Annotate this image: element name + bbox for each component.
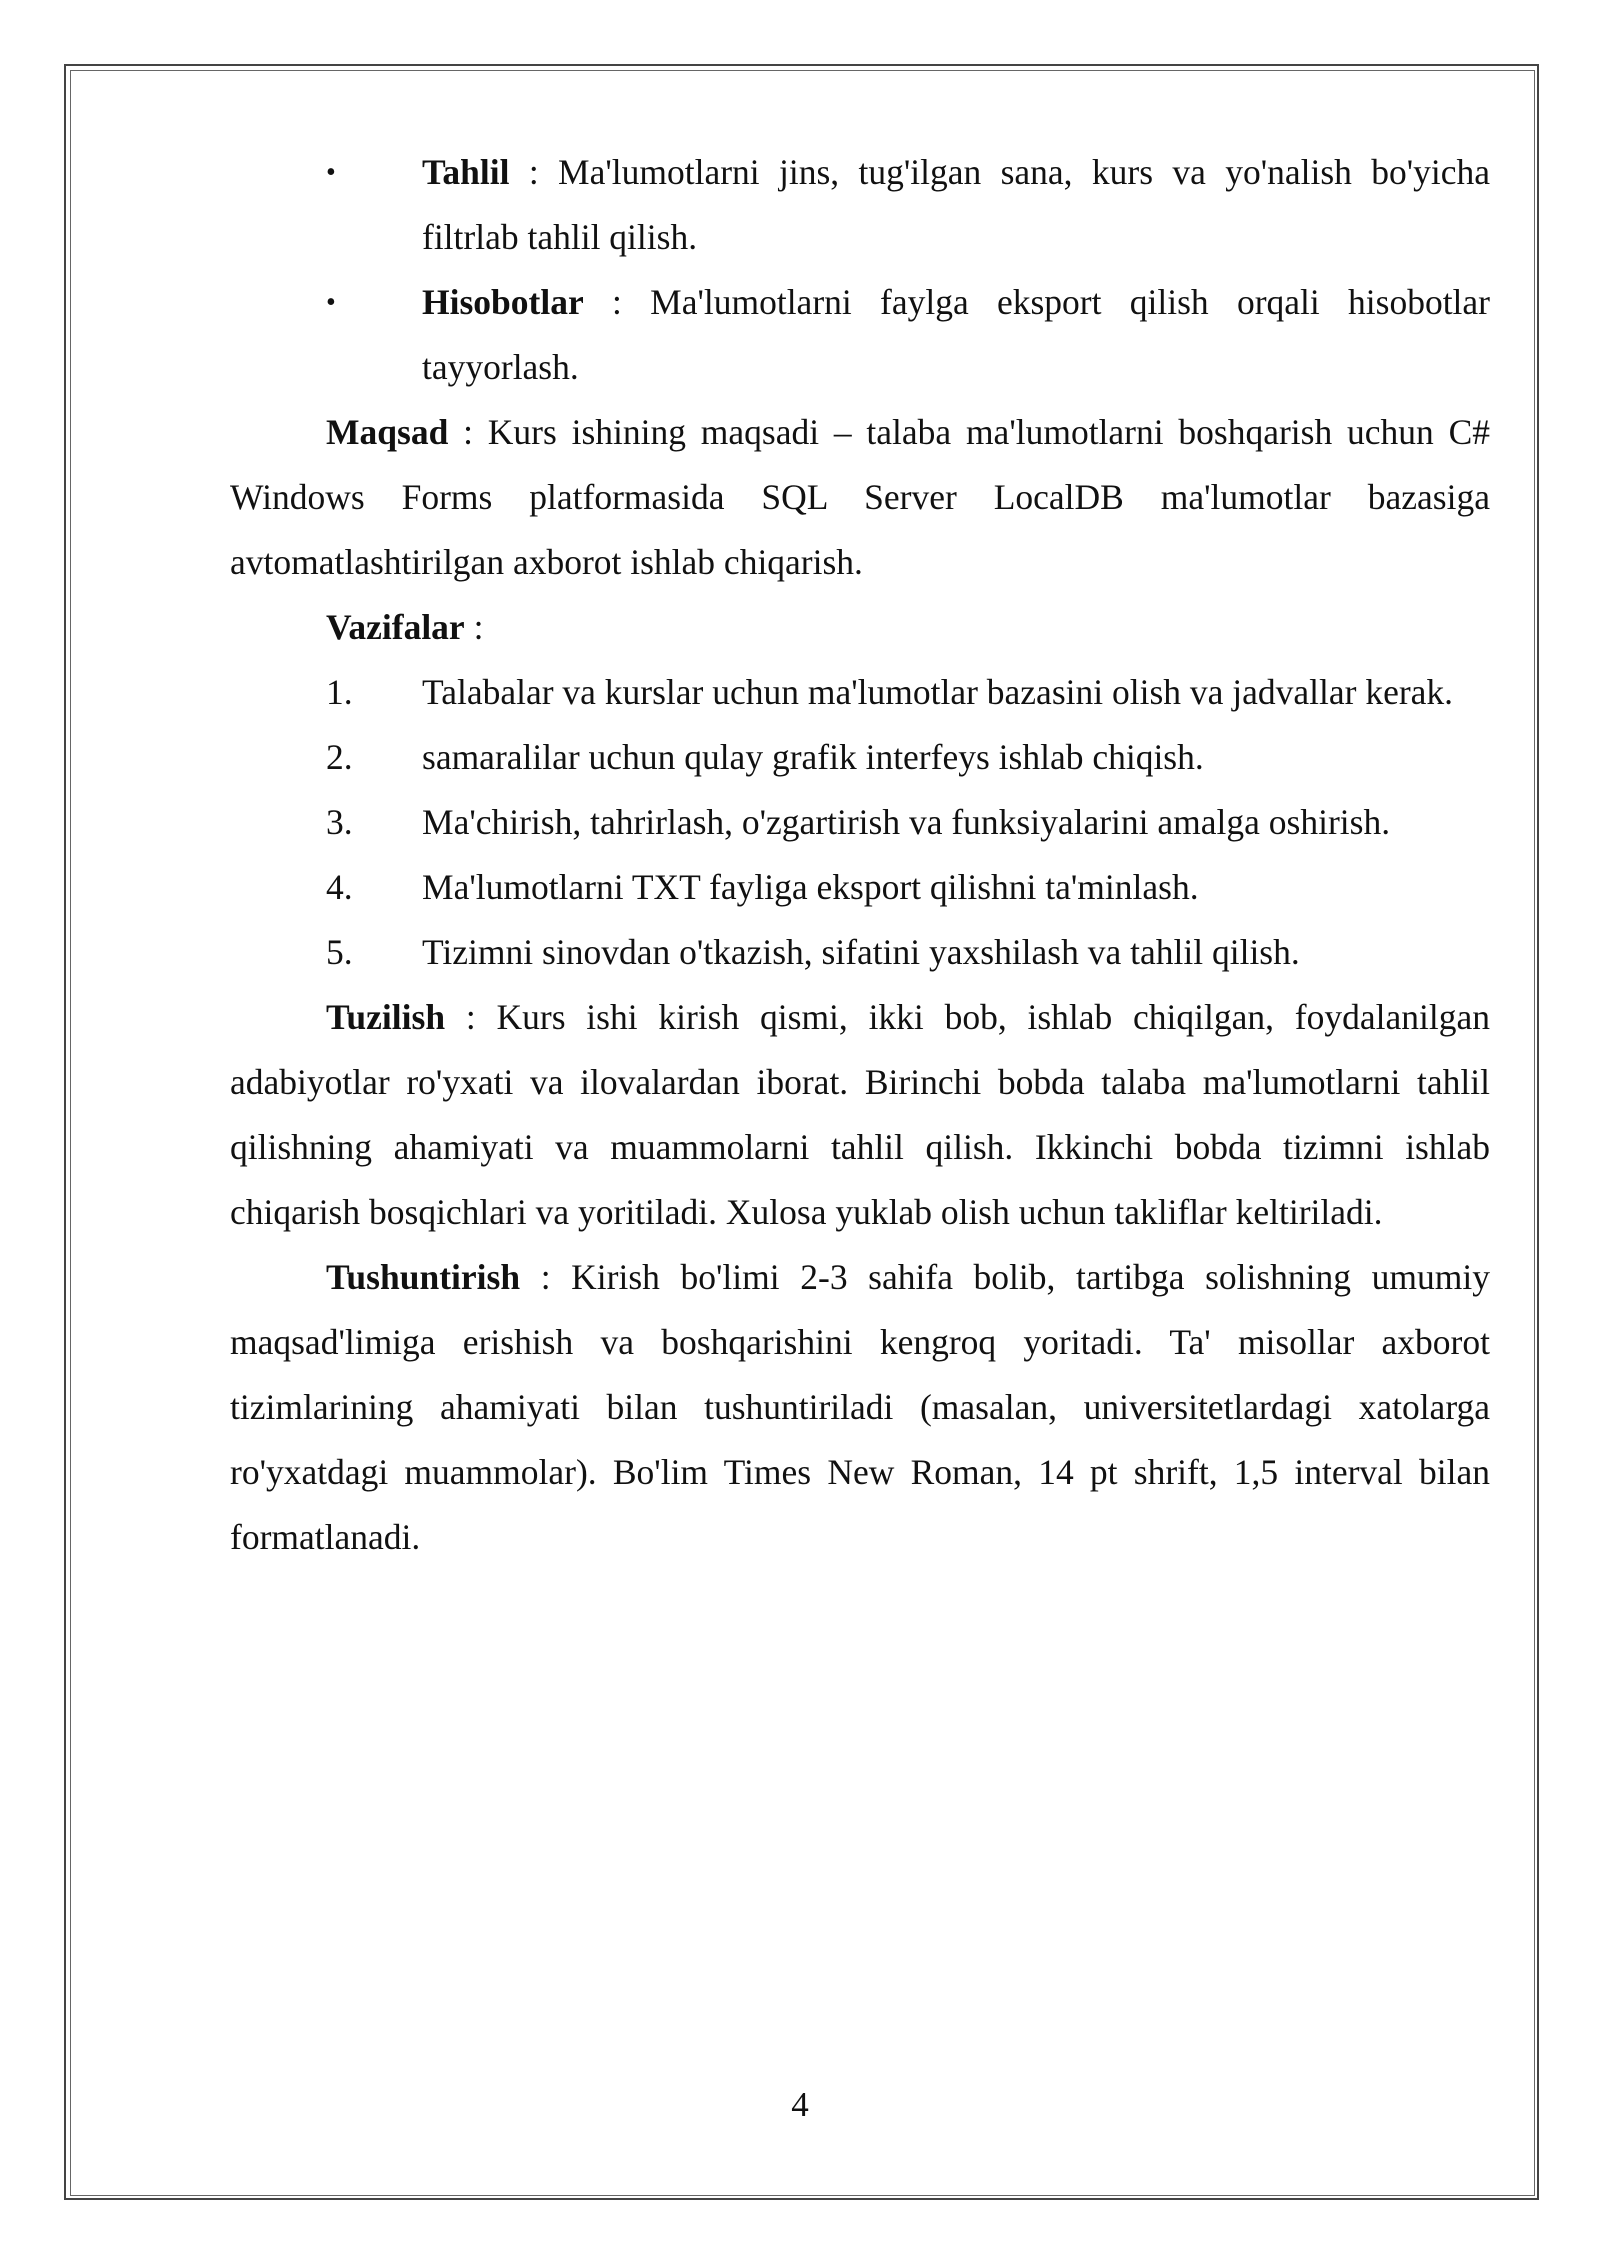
bullet-item-tahlil (326, 140, 1490, 270)
task-item (326, 855, 1490, 920)
bullet-icon: • (326, 157, 336, 188)
tushuntirish-term: Tushuntirish (326, 1257, 521, 1297)
task-number: 2. (326, 737, 353, 777)
task-text: Tizimni sinovdan o'tkazish, sifatini yaxshilash va tahlil qilish. (422, 932, 1300, 972)
vazifalar-term: Vazifalar (326, 607, 465, 647)
document-body (230, 140, 1490, 1570)
tuzilish-paragraph (230, 985, 1490, 1245)
tuzilish-term: Tuzilish (326, 997, 446, 1037)
maqsad-paragraph (230, 400, 1490, 595)
vazifalar-colon: : (464, 607, 484, 647)
task-number: 1. (326, 672, 353, 712)
maqsad-text: : Kurs ishining maqsadi – talaba ma'lumotlarni boshqarish uchun C# Windows Forms platformasida SQL Server LocalDB ma'lumotlar bazasiga avtomatlashtirilgan axborot ishlab chiqarish. (230, 412, 1490, 582)
task-item (326, 725, 1490, 790)
task-text: Ma'chirish, tahrirlash, o'zgartirish va funksiyalarini amalga oshirish. (422, 802, 1391, 842)
task-number: 5. (326, 932, 353, 972)
bullet-term: Tahlil (422, 152, 510, 192)
maqsad-term: Maqsad (326, 412, 449, 452)
tuzilish-text: : Kurs ishi kirish qismi, ikki bob, ishlab chiqilgan, foydalanilgan adabiyotlar ro'yxati va ilovalardan iborat. Birinchi bobda talaba ma'lumotlarni tahlil qilishning ahamiyati va muammolarni tahlil qilish. Ikkinchi bobda tizimni ishlab chiqarish bosqichlari va yoritiladi. Xulosa yuklab olish uchun takliflar keltiriladi. (230, 997, 1490, 1232)
task-text: Talabalar va kurslar uchun ma'lumotlar bazasini olish va jadvallar kerak. (422, 672, 1454, 712)
task-number: 4. (326, 867, 353, 907)
task-item (326, 920, 1490, 985)
task-text: Ma'lumotlarni TXT fayliga eksport qilishni ta'minlash. (422, 867, 1199, 907)
bullet-item-hisobotlar (326, 270, 1490, 400)
task-item (326, 790, 1490, 855)
task-text: samaralilar uchun qulay grafik interfeys ishlab chiqish. (422, 737, 1204, 777)
vazifalar-heading (230, 595, 1490, 660)
page-number: 4 (791, 2085, 809, 2124)
bullet-text: : Ma'lumotlarni jins, tug'ilgan sana, kurs va yo'nalish bo'yicha filtrlab tahlil qilish. (422, 152, 1490, 257)
task-item (326, 660, 1490, 725)
bullet-term: Hisobotlar (422, 282, 584, 322)
tushuntirish-text: : Kirish bo'limi 2-3 sahifa bolib, tartibga solishning umumiy maqsad'limiga erishish va boshqarishini kengroq yoritadi. Ta' misollar axborot tizimlarining ahamiyati bilan tushuntiriladi (masalan, universitetlardagi xatolarga ro'yxatdagi muammolar). Bo'lim Times New Roman, 14 pt shrift, 1,5 interval bilan formatlanadi. (230, 1257, 1490, 1557)
bullet-icon: • (326, 287, 336, 318)
bullet-text: : Ma'lumotlarni faylga eksport qilish orqali hisobotlar tayyorlash. (422, 282, 1490, 387)
tushuntirish-paragraph (230, 1245, 1490, 1570)
task-number: 3. (326, 802, 353, 842)
